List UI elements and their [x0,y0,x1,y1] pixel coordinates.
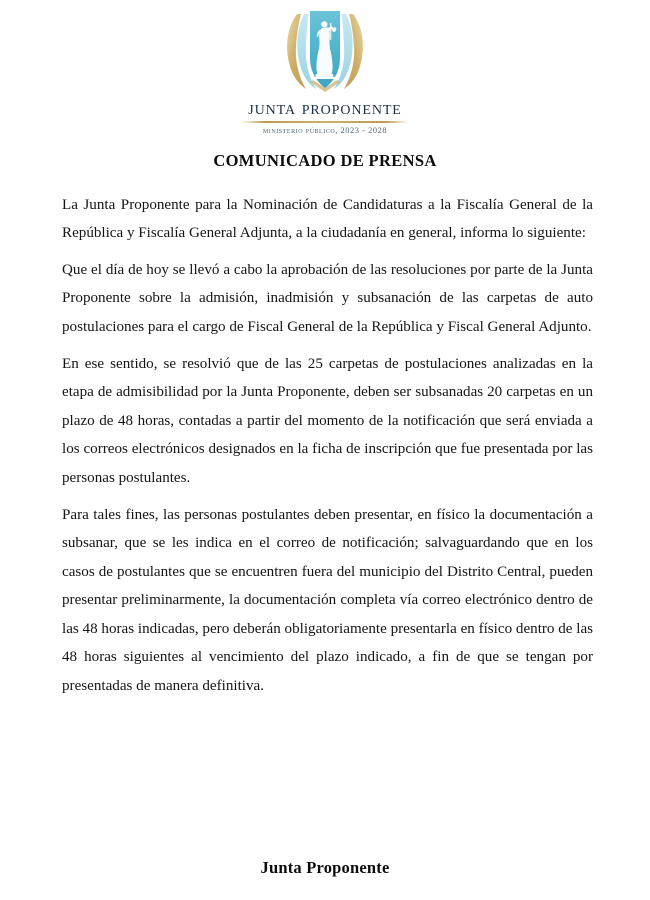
paragraph: Para tales fines, las personas postulantes deben presentar, en físico la documentación a subsanar, que se les indica en el correo de notificación; salvaguardando que en los casos de postulantes que se encuentren fuera del municipio del Distrito Central, pueden presentar preliminarmente, la documentación completa vía correo electrónico dentro de las 48 horas indicadas, pero deberán obligatoriamente presentarla en físico dentro de las 48 horas siguientes al vencimiento del plazo indicado, a fin de que se tengan por presentadas de manera definitiva. [62,506,594,695]
logo-divider-rule [241,121,409,123]
signature-block: Junta Proponente [260,858,390,877]
paragraph: La Junta Proponente para la Nominación de Candidaturas a la Fiscalía General de la República y Fiscalía General Adjunta, a la ciudadanía en general, informa lo siguiente: [62,196,593,242]
paragraph: En ese sentido, se resolvió que de las 25 carpetas de postulaciones analizadas en la etapa de admisibilidad por la Junta Proponente, deben ser subsanadas 20 carpetas en un plazo de 48 horas, contadas a partir del momento de la notificación que será enviada a los correos electrónicos designados en la ficha de inscripción que fue presentada por las personas postulantes. [62,355,593,486]
logo-wordmark: junta proponente [248,98,402,119]
justice-shield-crest-icon [277,6,373,98]
document-body [0,171,650,701]
page-title: COMUNICADO DE PRENSA [213,150,437,170]
logo-sub-wordmark: ministerio público, 2023 - 2028 [262,125,388,135]
paragraph: Que el día de hoy se llevó a cabo la aprobación de las resoluciones por parte de la Junta Proponente sobre la admisión, inadmisión y subsanación de las carpetas de auto postulaciones para el cargo de Fiscal General de la República y Fiscal General Adjunto. [62,261,593,335]
letterhead [0,0,650,135]
